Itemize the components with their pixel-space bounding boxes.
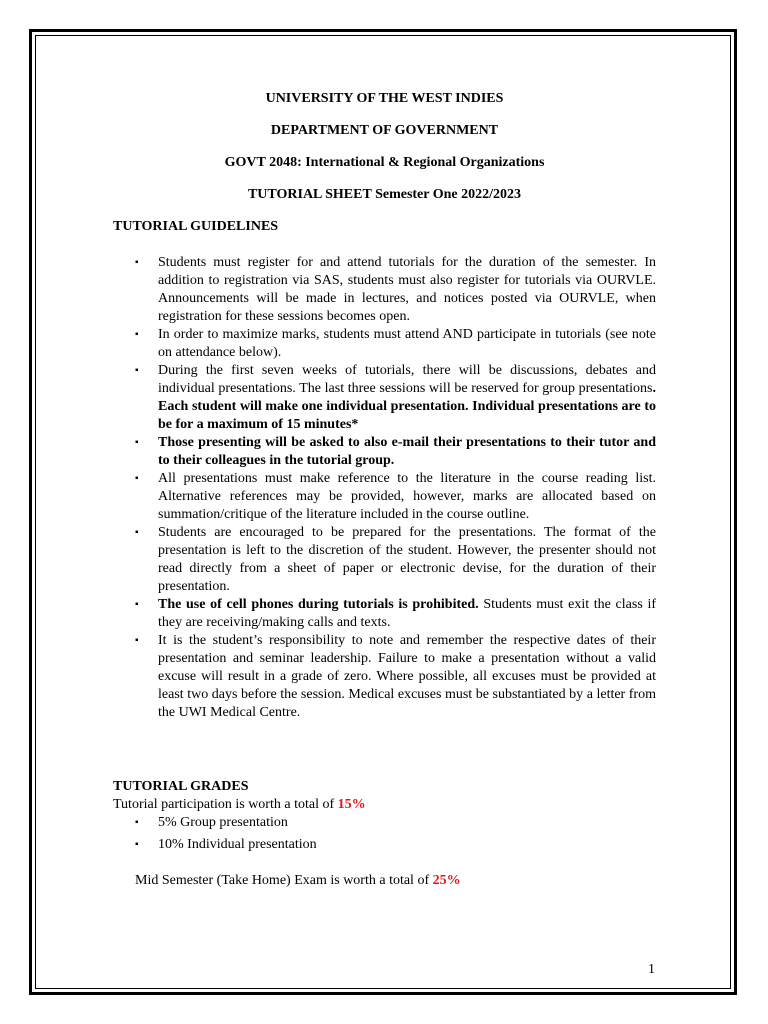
list-item: ▪ Students are encouraged to be prepared for the presentations. The format of the presentation is left to the discretion of the student. However, the presenter should not read directly from a sheet of paper or electronic devise, for the duration of their presentation. <box>135 525 656 594</box>
page-number: 1 <box>648 962 655 977</box>
bullet-icon: ▪ <box>135 437 139 448</box>
bullet-icon: ▪ <box>135 599 139 610</box>
grades-heading: TUTORIAL GRADES <box>113 779 249 794</box>
bullet-icon: ▪ <box>135 527 139 538</box>
sheet-title: TUTORIAL SHEET Semester One 2022/2023 <box>247 187 522 202</box>
list-item: ▪ The use of cell phones during tutorials is prohibited. Students must exit the class if they are receiving/making calls and texts. <box>135 597 656 630</box>
list-item: ▪ In order to maximize marks, students must attend AND participate in tutorials (see note on attendance below). <box>135 327 656 360</box>
participation-value: 15% <box>337 797 366 812</box>
department-title: DEPARTMENT OF GOVERNMENT <box>270 123 499 138</box>
list-item: ▪ Students must register for and attend tutorials for the duration of the semester. In addition to registration via SAS, students must also register for tutorials via OURVLE. Announcements will be made in lectures, and notices posted via OURVLE, when registration for these sessions becomes open. <box>135 255 656 324</box>
participation-line: Tutorial participation is worth a total of 15% <box>113 797 366 812</box>
guidelines-heading: TUTORIAL GUIDELINES <box>113 219 279 234</box>
bullet-icon: ▪ <box>135 365 139 376</box>
bullet-icon: ▪ <box>135 817 139 828</box>
list-item: ▪ 5% Group presentation <box>135 815 288 830</box>
guidelines-list <box>113 254 656 722</box>
list-item: ▪ It is the student’s responsibility to note and remember the respective dates of their presentation and seminar leadership. Failure to make a presentation without a valid excuse will result in a grade of zero. Where possible, all excuses must be provided at least two days before the session. Medical excuses must be substantiated by a letter from the UWI Medical Centre. <box>135 633 656 720</box>
grades-list <box>113 814 656 854</box>
bullet-icon: ▪ <box>135 329 139 340</box>
university-title: UNIVERSITY OF THE WEST INDIES <box>265 91 504 106</box>
document-body <box>113 90 656 890</box>
list-item: ▪ 10% Individual presentation <box>135 837 317 852</box>
bullet-icon: ▪ <box>135 839 139 850</box>
midsem-value: 25% <box>432 873 461 888</box>
bullet-icon: ▪ <box>135 635 139 646</box>
bullet-icon: ▪ <box>135 473 139 484</box>
bullet-icon: ▪ <box>135 257 139 268</box>
list-item: ▪ Those presenting will be asked to also e-mail their presentations to their tutor and to their colleagues in the tutorial group. <box>135 435 656 468</box>
list-item: ▪ During the first seven weeks of tutorials, there will be discussions, debates and individual presentations. The last three sessions will be reserved for group presentations. Each student will make one individual presentation. Individual presentations are to be for a maximum of 15 minutes* <box>135 363 656 432</box>
course-title: GOVT 2048: International & Regional Organizations <box>224 155 545 170</box>
midsem-line: Mid Semester (Take Home) Exam is worth a total of 25% <box>135 873 461 888</box>
list-item: ▪ All presentations must make reference to the literature in the course reading list. Alternative references may be provided, however, marks are allocated based on summation/critique of the literature included in the course outline. <box>135 471 656 522</box>
